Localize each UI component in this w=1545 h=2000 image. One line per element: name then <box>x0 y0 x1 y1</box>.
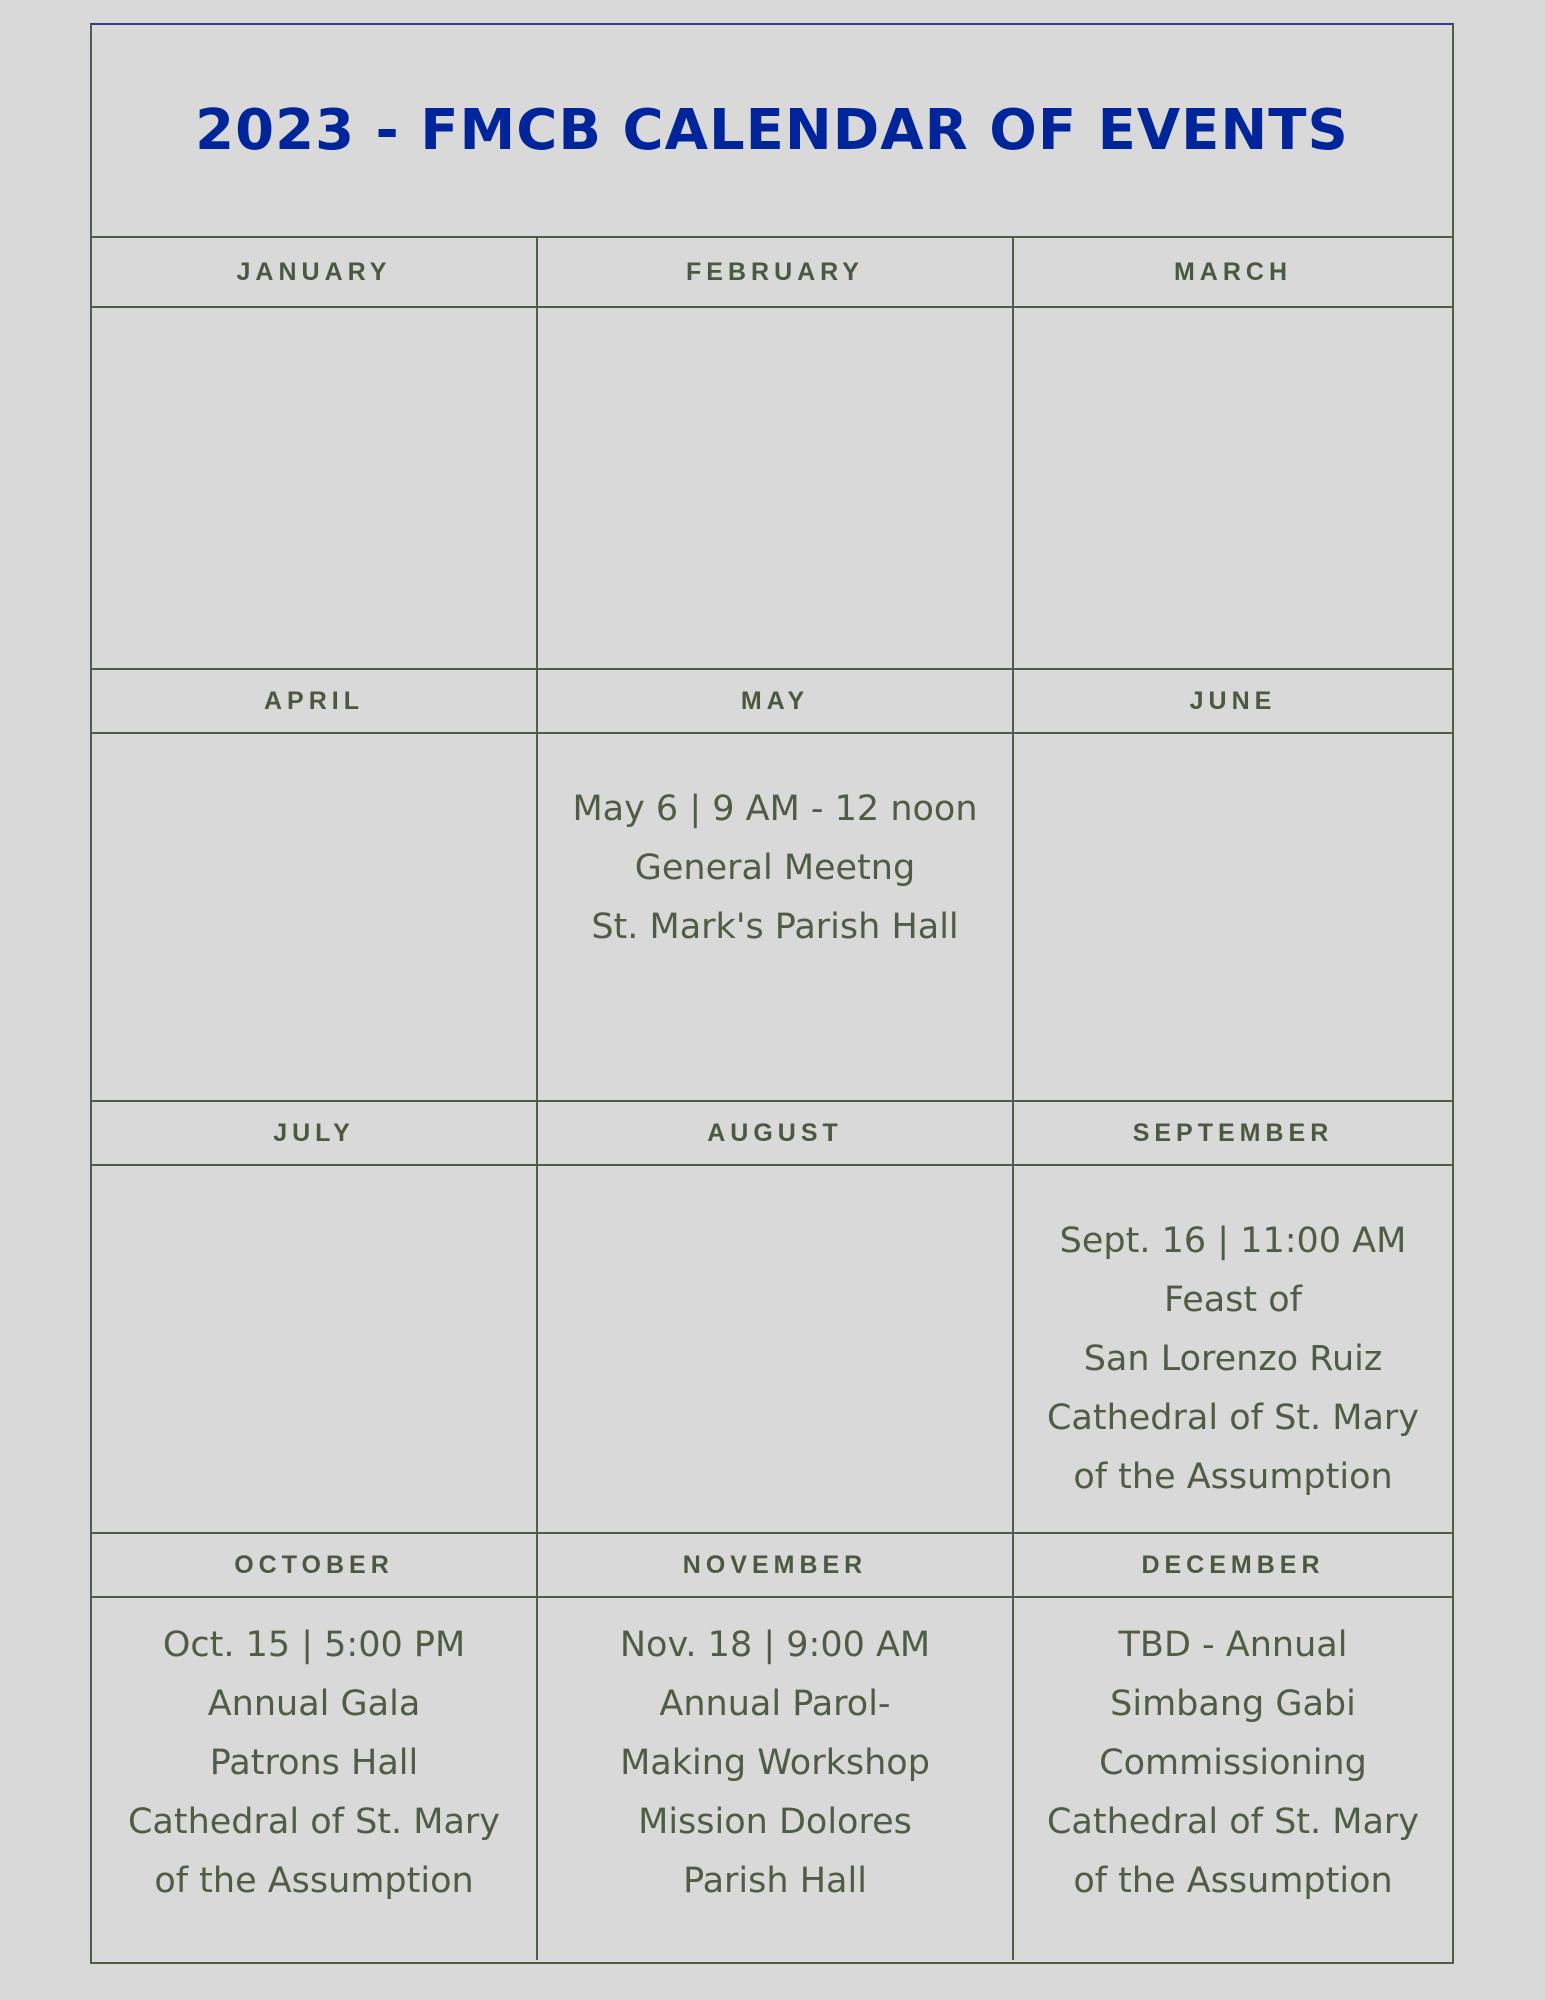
event-line: Cathedral of St. Mary <box>1046 1398 1420 1438</box>
month-header-may: MAY <box>538 670 1014 734</box>
event-line: Nov. 18 | 9:00 AM <box>619 1625 931 1665</box>
event-line: Making Workshop <box>620 1743 930 1783</box>
event-line: Commissioning <box>1099 1743 1367 1783</box>
event-line: Cathedral of St. Mary <box>127 1802 501 1842</box>
month-cell-september <box>1014 1166 1452 1534</box>
event-line: Patrons Hall <box>209 1743 419 1783</box>
event-line: Parish Hall <box>683 1861 867 1901</box>
month-header-november: NOVEMBER <box>538 1534 1014 1598</box>
event-line: of the Assumption <box>154 1861 474 1901</box>
event-line: Oct. 15 | 5:00 PM <box>162 1625 466 1665</box>
event-line: of the Assumption <box>1073 1861 1393 1901</box>
month-cell-november <box>538 1598 1014 1960</box>
month-header-april: APRIL <box>92 670 538 734</box>
event-line: of the Assumption <box>1073 1457 1393 1497</box>
month-cell-february <box>538 308 1014 670</box>
month-cell-july <box>92 1166 538 1534</box>
event-line: Cathedral of St. Mary <box>1046 1802 1420 1842</box>
month-header-february: FEBRUARY <box>538 238 1014 308</box>
month-header-september: SEPTEMBER <box>1014 1102 1452 1166</box>
month-header-march: MARCH <box>1014 238 1452 308</box>
month-cell-october <box>92 1598 538 1960</box>
month-header-october: OCTOBER <box>92 1534 538 1598</box>
event-line: May 6 | 9 AM - 12 noon <box>572 789 978 829</box>
event-line: Annual Gala <box>207 1684 421 1724</box>
month-header-august: AUGUST <box>538 1102 1014 1166</box>
event-line: San Lorenzo Ruiz <box>1083 1339 1383 1379</box>
event-line: Mission Dolores <box>638 1802 912 1842</box>
event-line: TBD - Annual <box>1118 1625 1348 1665</box>
event-line: Annual Parol- <box>659 1684 891 1724</box>
event-line: Sept. 16 | 11:00 AM <box>1059 1221 1407 1261</box>
month-header-december: DECEMBER <box>1014 1534 1452 1598</box>
month-cell-may <box>538 734 1014 1102</box>
month-cell-april <box>92 734 538 1102</box>
month-cell-january <box>92 308 538 670</box>
month-header-january: JANUARY <box>92 238 538 308</box>
calendar-grid <box>92 238 1452 1960</box>
title-row <box>92 25 1452 238</box>
event-line: Simbang Gabi <box>1110 1684 1356 1724</box>
calendar-frame <box>90 23 1454 1964</box>
month-cell-december <box>1014 1598 1452 1960</box>
month-cell-june <box>1014 734 1452 1102</box>
event-line: Feast of <box>1163 1280 1303 1320</box>
page-title: 2023 - FMCB CALENDAR OF EVENTS <box>195 98 1349 163</box>
month-header-july: JULY <box>92 1102 538 1166</box>
month-cell-march <box>1014 308 1452 670</box>
event-line: St. Mark's Parish Hall <box>591 907 959 947</box>
month-header-june: JUNE <box>1014 670 1452 734</box>
month-cell-august <box>538 1166 1014 1534</box>
event-line: General Meetng <box>634 848 916 888</box>
